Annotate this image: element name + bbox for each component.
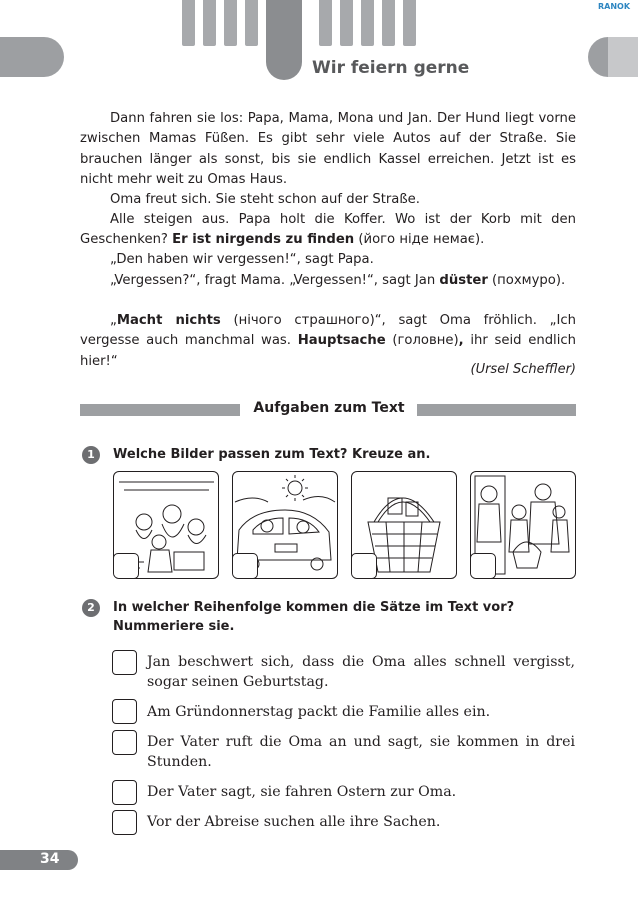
picture-3 <box>351 471 457 579</box>
task-number-1: 1 <box>82 446 100 464</box>
picture-1-checkbox[interactable] <box>113 553 139 579</box>
vocab-duester: düster <box>439 273 488 288</box>
section-title: Aufgaben zum Text <box>248 400 410 416</box>
order-box-4[interactable] <box>112 780 137 805</box>
picture-2-checkbox[interactable] <box>232 553 258 579</box>
sentence-5: Vor der Abreise suchen alle ihre Sachen. <box>147 814 441 830</box>
paragraph-1: Dann fahren sie los: Papa, Mama, Mona und Jan. Der Hund liegt vorne zwischen Mamas Füßen. Es gibt sehr viele Autos auf der Straße. Sie brauchen länger als sonst, bis sie endlich Kassel erreichen. Jetzt ist es nicht mehr weit zu Omas Haus. <box>80 111 576 187</box>
task-1-instruction: Welche Bilder passen zum Text? Kreuze an. <box>113 447 431 462</box>
picture-2 <box>232 471 338 579</box>
sentence-2: Am Gründonnerstag packt die Familie alles ein. <box>147 704 491 720</box>
picture-4 <box>470 471 576 579</box>
vocab-nirgends: Er ist nirgends zu finden <box>172 232 355 248</box>
paragraph-4: „Den haben wir vergessen!“, sagt Papa. <box>110 252 374 267</box>
vocab-hauptsache: Hauptsache <box>297 333 386 349</box>
order-box-1[interactable] <box>112 650 137 675</box>
author: (Ursel Scheffler) <box>470 362 576 377</box>
page-number: 34 <box>40 851 60 867</box>
sentence-1: Jan beschwert sich, dass die Oma alles schnell vergisst, sogar seinen Geburtstag. <box>147 654 575 690</box>
picture-4-checkbox[interactable] <box>470 553 496 579</box>
paragraph-3: Alle steigen aus. Papa holt die Koffer. Wo ist der Korb mit den Geschenken? Er ist nirgends zu finden (його ніде немає). <box>80 212 576 248</box>
header-drop <box>266 0 302 80</box>
paragraph-5: „Vergessen?“, fragt Mama. „Vergessen!“, sagt Jan düster (похмуро). <box>110 273 566 288</box>
paragraph-2: Oma freut sich. Sie steht schon auf der Straße. <box>110 192 420 207</box>
publisher-logo: RANOK <box>598 2 631 11</box>
paragraph-6: „Macht nichts (нічого страшного)“, sagt Oma fröhlich. „Ich vergesse auch manchmal was. Hauptsache (головне), ihr seid endlich hier!“ <box>80 313 576 369</box>
page-title: Wir feiern gerne <box>312 58 470 78</box>
picture-3-checkbox[interactable] <box>351 553 377 579</box>
vocab-macht-nichts: Macht nichts <box>116 313 221 328</box>
task-2-instruction: In welcher Reihenfolge kommen die Sätze im Text vor? Nummeriere sie. <box>113 600 515 634</box>
task-number-2: 2 <box>82 599 100 617</box>
sentence-3: Der Vater ruft die Oma an und sagt, sie kommen in drei Stunden. <box>147 734 575 770</box>
left-tab <box>0 37 64 77</box>
picture-1 <box>113 471 219 579</box>
order-box-5[interactable] <box>112 810 137 835</box>
order-box-3[interactable] <box>112 730 137 755</box>
order-box-2[interactable] <box>112 699 137 724</box>
sentence-4: Der Vater sagt, sie fahren Ostern zur Oma. <box>147 784 457 800</box>
section-line-right <box>417 404 576 416</box>
page-number-tab <box>0 850 78 870</box>
section-line-left <box>80 404 240 416</box>
